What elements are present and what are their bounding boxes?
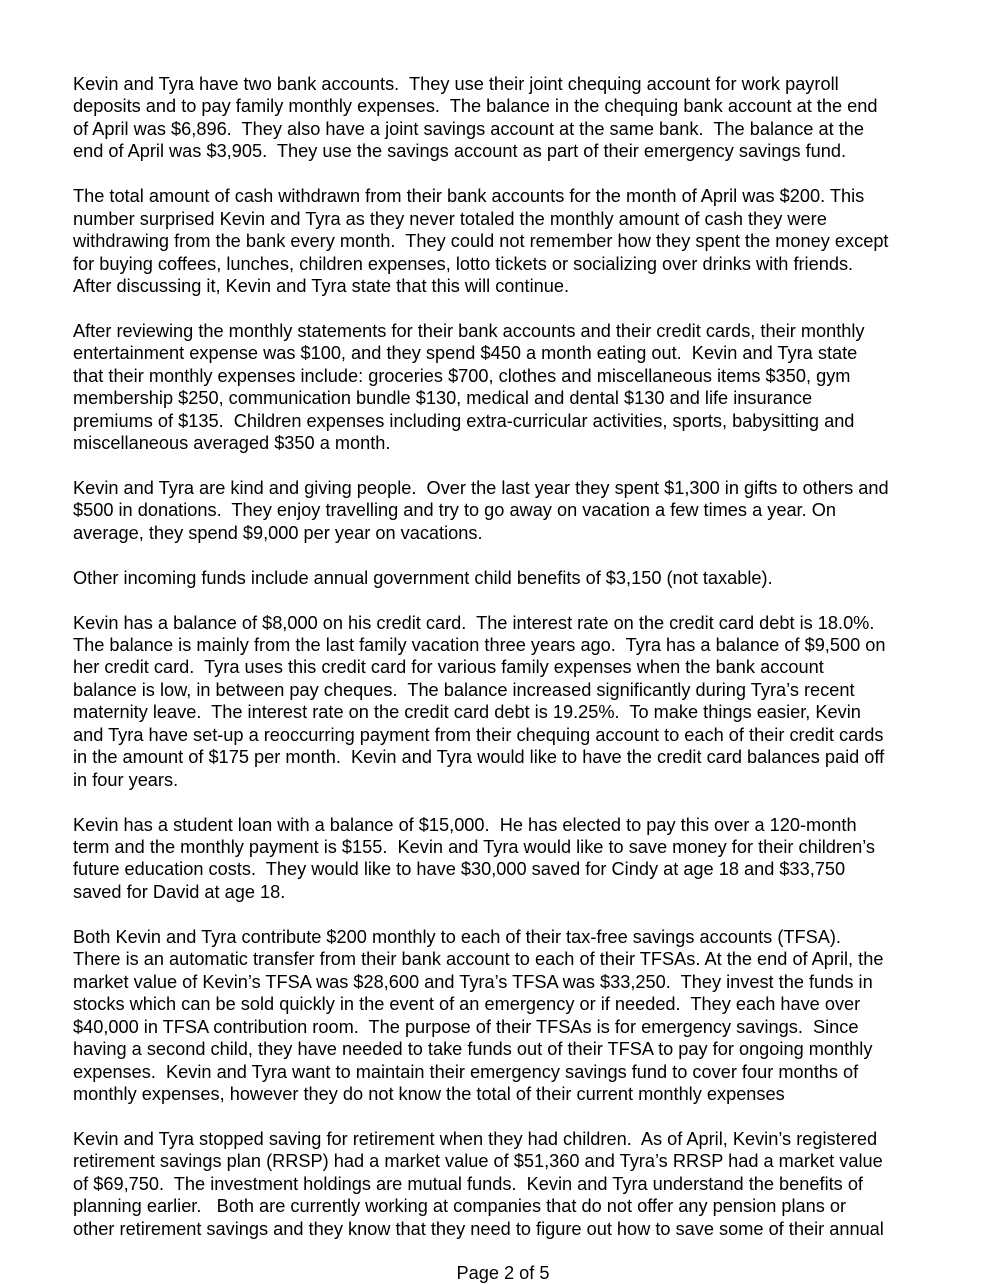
text-line: market value of Kevin’s TFSA was $28,600 and Tyra’s TFSA was $33,250. They invest the funds in	[73, 971, 873, 992]
paragraph-gifts-vacations	[73, 477, 958, 544]
text-line: After reviewing the monthly statements for their bank accounts and their credit cards, their monthly	[73, 320, 865, 341]
paragraph-monthly-expenses	[73, 320, 958, 455]
text-line: Kevin has a student loan with a balance of $15,000. He has elected to pay this over a 120-month	[73, 814, 857, 835]
text-line: $40,000 in TFSA contribution room. The purpose of their TFSAs is for emergency savings. Since	[73, 1016, 859, 1037]
text-line: maternity leave. The interest rate on the credit card debt is 19.25%. To make things easier, Kevin	[73, 702, 861, 723]
text-line: end of April was $3,905. They use the savings account as part of their emergency savings fund.	[73, 141, 847, 162]
text-line: Kevin and Tyra are kind and giving people. Over the last year they spent $1,300 in gifts to others and	[73, 477, 889, 498]
text-line: deposits and to pay family monthly expenses. The balance in the chequing bank account at the end	[73, 96, 878, 117]
paragraph-tfsa	[73, 926, 958, 1106]
text-line: stocks which can be sold quickly in the event of an emergency or if needed. They each have over	[73, 994, 861, 1015]
text-line: The total amount of cash withdrawn from their bank accounts for the month of April was $200. This	[73, 186, 865, 207]
text-line: $500 in donations. They enjoy travelling and try to go away on vacation a few times a year. On	[73, 500, 836, 521]
paragraph-student-loan	[73, 814, 958, 904]
text-line: premiums of $135. Children expenses including extra-curricular activities, sports, babysitting and	[73, 410, 855, 431]
text-line: other retirement savings and they know that they need to figure out how to save some of their annual	[73, 1218, 884, 1239]
text-line: Kevin and Tyra stopped saving for retirement when they had children. As of April, Kevin’s registered	[73, 1128, 878, 1149]
text-line: saved for David at age 18.	[73, 881, 286, 902]
text-line: having a second child, they have needed to take funds out of their TFSA to pay for ongoing monthly	[73, 1039, 873, 1060]
paragraph-credit-cards	[73, 612, 958, 792]
text-line: Kevin has a balance of $8,000 on his credit card. The interest rate on the credit card debt is 18.0%.	[73, 612, 875, 633]
paragraph-child-benefits	[73, 567, 958, 589]
text-line: The balance is mainly from the last family vacation three years ago. Tyra has a balance of $9,500 on	[73, 635, 886, 656]
text-line: term and the monthly payment is $155. Kevin and Tyra would like to save money for their children’s	[73, 837, 876, 858]
text-line: Kevin and Tyra have two bank accounts. They use their joint chequing account for work payroll	[73, 74, 839, 94]
text-line: After discussing it, Kevin and Tyra state that this will continue.	[73, 276, 570, 297]
text-line: for buying coffees, lunches, children expenses, lotto tickets or socializing over drinks with friends.	[73, 253, 854, 274]
paragraph-retirement	[73, 1128, 958, 1240]
text-line: expenses. Kevin and Tyra want to maintain their emergency savings fund to cover four months of	[73, 1061, 859, 1082]
paragraph-bank-accounts	[73, 73, 958, 163]
text-line: membership $250, communication bundle $130, medical and dental $130 and life insurance	[73, 388, 813, 409]
text-line: Other incoming funds include annual government child benefits of $3,150 (not taxable).	[73, 567, 773, 588]
text-line: average, they spend $9,000 per year on vacations.	[73, 522, 483, 543]
text-line: future education costs. They would like to have $30,000 saved for Cindy at age 18 and $33,750	[73, 859, 846, 880]
text-line: that their monthly expenses include: groceries $700, clothes and miscellaneous items $350, gym	[73, 365, 851, 386]
text-line: of $69,750. The investment holdings are mutual funds. Kevin and Tyra understand the benefits of	[73, 1173, 863, 1194]
text-line: miscellaneous averaged $350 a month.	[73, 433, 391, 454]
text-line: of April was $6,896. They also have a joint savings account at the same bank. The balance at the	[73, 118, 864, 139]
paragraph-cash-withdrawn	[73, 185, 958, 297]
text-line: in the amount of $175 per month. Kevin and Tyra would like to have the credit card balances paid off	[73, 747, 885, 768]
text-line: planning earlier. Both are currently working at companies that do not offer any pension plans or	[73, 1196, 847, 1217]
text-line: retirement savings plan (RRSP) had a market value of $51,360 and Tyra’s RRSP had a market value	[73, 1151, 883, 1172]
document-body	[73, 73, 958, 1262]
text-line: There is an automatic transfer from their bank account to each of their TFSAs. At the end of April, the	[73, 949, 884, 970]
text-line: in four years.	[73, 769, 179, 790]
page-number-footer: Page 2 of 5	[456, 1263, 550, 1283]
text-line: number surprised Kevin and Tyra as they never totaled the monthly amount of cash they were	[73, 208, 827, 229]
text-line: monthly expenses, however they do not know the total of their current monthly expenses	[73, 1083, 785, 1104]
text-line: withdrawing from the bank every month. They could not remember how they spent the money except	[73, 231, 889, 252]
text-line: entertainment expense was $100, and they spend $450 a month eating out. Kevin and Tyra state	[73, 343, 858, 364]
text-line: Both Kevin and Tyra contribute $200 monthly to each of their tax-free savings accounts (TFSA).	[73, 926, 841, 947]
text-line: balance is low, in between pay cheques. The balance increased significantly during Tyra’s recent	[73, 679, 855, 700]
text-line: and Tyra have set-up a reoccurring payment from their chequing account to each of their credit cards	[73, 724, 884, 745]
text-line: her credit card. Tyra uses this credit card for various family expenses when the bank account	[73, 657, 824, 678]
